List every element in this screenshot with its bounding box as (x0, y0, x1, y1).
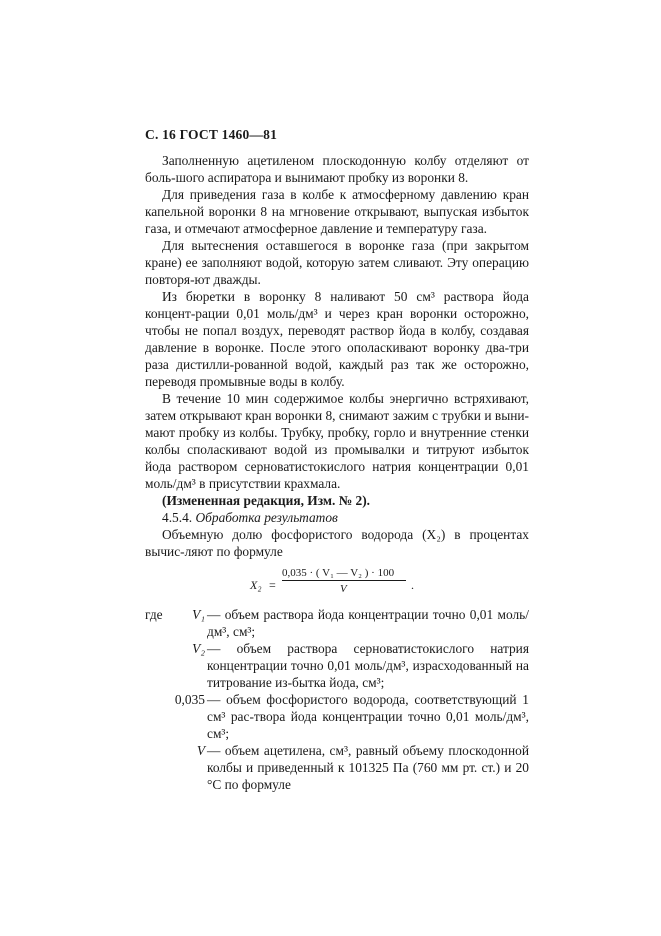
where-label: где (145, 607, 163, 622)
section-title: Обработка результатов (195, 510, 338, 525)
section-number: 4.5.4. (162, 510, 193, 525)
definition-term: V₁ (192, 607, 205, 622)
definition-row (145, 742, 529, 793)
paragraph-2: Для приведения газа в колбе к атмосферному давлению кран капельной воронки 8 на мгновение открывают, выпуская избыток газа, и отмечают атмосферное давление и температуру газа. (145, 187, 529, 236)
page-header: С. 16 ГОСТ 1460—81 (145, 127, 278, 142)
definition-term: V₂ (192, 641, 205, 656)
paragraph-3: Для вытеснения оставшегося в воронке газа (при закрытом кране) ее заполняют водой, которую затем сливают. Эту операцию повторя-ют дважды. (145, 238, 529, 287)
formula-end: . (411, 578, 414, 592)
section-heading (145, 509, 529, 526)
definition-text: — объем раствора йода концентрации точно 0,01 моль/дм³, см³; (207, 607, 529, 639)
formula-numerator: 0,035 · ( V₁ — V₂ ) · 100 (282, 567, 395, 579)
amendment-note: (Измененная редакция, Изм. № 2). (162, 493, 371, 508)
definition-text: — объем ацетилена, см³, равный объему плоскодонной колбы и приведенный к 101325 Па (760 мм рт. ст.) и 20 °С по формуле (207, 743, 529, 792)
paragraph-1: Заполненную ацетиленом плоскодонную колбу отделяют от боль-шого аспиратора и вынимают пробку из воронки 8. (145, 153, 529, 185)
definition-row (145, 691, 529, 742)
paragraph-5: В течение 10 мин содержимое колбы энергично встряхивают, затем открывают кран воронки 8, снимают зажим с трубки и выни-мают пробку из колбы. Трубку, пробку, горло и внутренние стенки колбы споласкивают водой из промывалки и титруют избыток йода раствором серноватистокислого натрия концентрации 0,01 моль/дм³ в присутствии крахмала. (145, 391, 529, 491)
formula-equals: = (269, 578, 276, 592)
formula-denominator: V (340, 583, 347, 595)
definition-row (145, 606, 529, 640)
definition-term: V (196, 743, 205, 758)
formula-intro: Объемную долю фосфористого водорода (X₂) в процентах вычис-ляют по формуле (145, 527, 529, 559)
definitions-list (145, 606, 529, 793)
formula-lhs: X₂ (250, 578, 262, 592)
definition-row (145, 640, 529, 691)
paragraph-4: Из бюретки в воронку 8 наливают 50 см³ раствора йода концент-рации 0,01 моль/дм³ и через кран воронки осторожно, чтобы не попал воздух, переводят раствор йода в колбу, создавая давление в воронке. После этого ополаскивают воронку два-три раза дистилли-рованной водой, каждый раз так же осторожно, переводя промывные воды в колбу. (145, 289, 529, 389)
definition-text: — объем фосфористого водорода, соответствующий 1 см³ рас-твора йода концентрации точно 0,01 моль/дм³, см³; (207, 692, 529, 741)
formula (145, 564, 529, 604)
document-body (145, 152, 529, 793)
definition-text: — объем раствора серноватистокислого натрия концентрации точно 0,01 моль/дм³, израсходованный на титрование из-бытка йода, см³; (207, 641, 529, 690)
definition-term: 0,035 (174, 692, 205, 707)
